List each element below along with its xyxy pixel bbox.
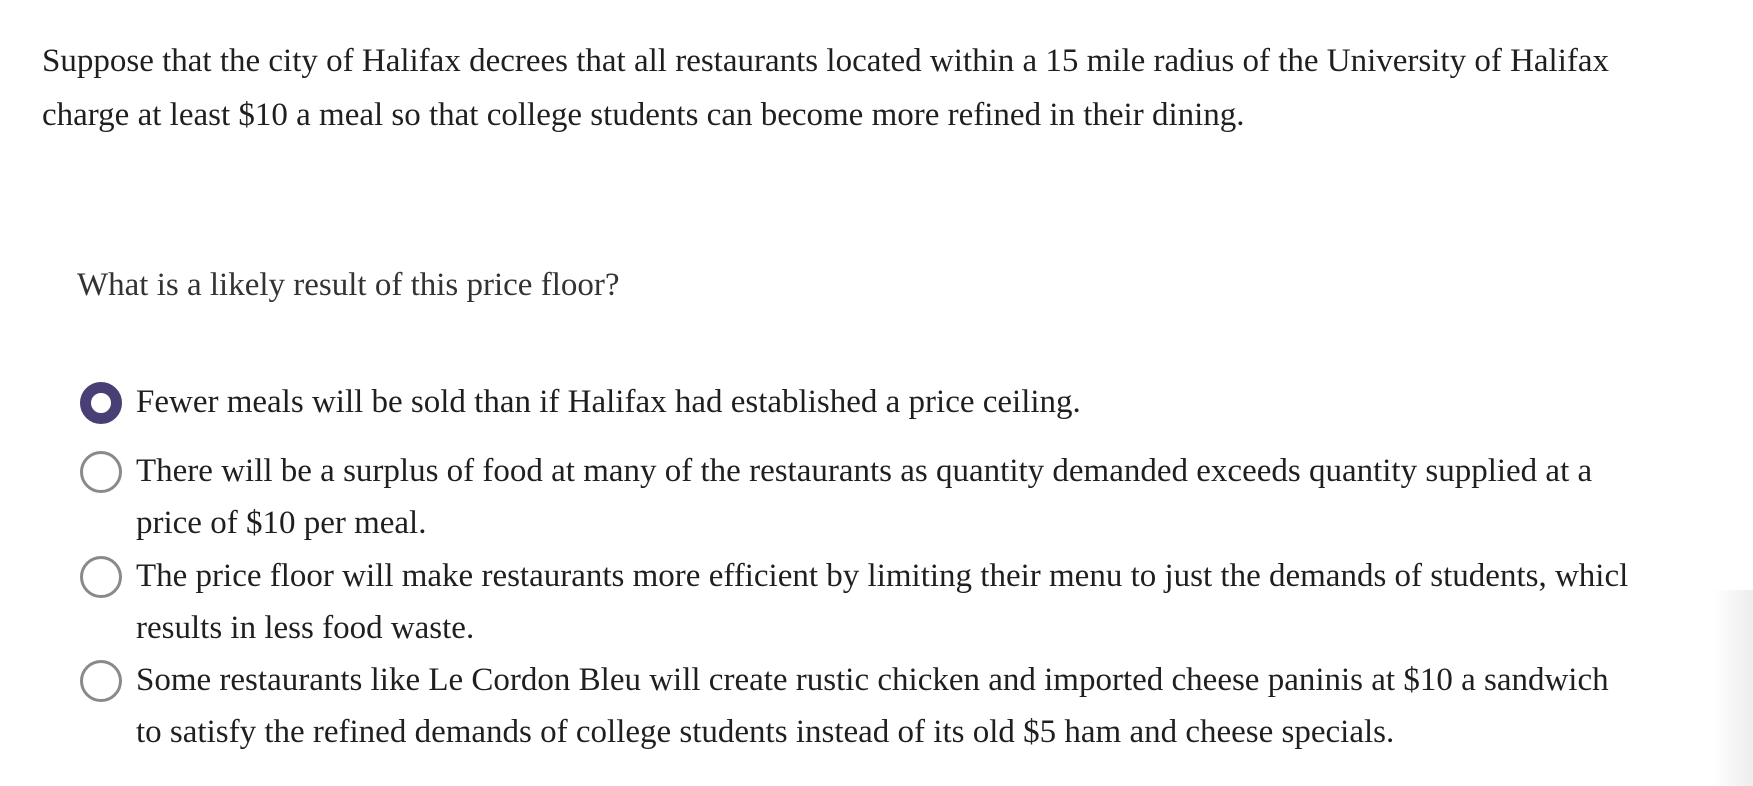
answer-option-1-line-1: Fewer meals will be sold than if Halifax had established a price ceiling.	[136, 384, 1081, 420]
answer-option-4-line-2: to satisfy the refined demands of college students instead of its old $5 ham and cheese specials.	[136, 714, 1395, 750]
answer-option-3-line-1: The price floor will make restaurants more efficient by limiting their menu to just the demands of students, whicl	[136, 558, 1629, 594]
radio-button[interactable]	[80, 556, 122, 598]
answer-option-4-text	[136, 654, 1609, 758]
answer-option-3-text	[136, 550, 1628, 654]
answer-option-2-text	[136, 445, 1592, 549]
question-prompt: What is a likely result of this price floor?	[77, 267, 620, 303]
answer-option-1-text	[136, 376, 1081, 428]
stem-line-1: Suppose that the city of Halifax decrees that all restaurants located within a 15 mile radius of the University of Halifax	[42, 43, 1610, 79]
radio-button[interactable]	[80, 660, 122, 702]
answer-option-3-line-2: results in less food waste.	[136, 610, 475, 646]
answer-option-4-line-1: Some restaurants like Le Cordon Bleu will create rustic chicken and imported cheese paninis at $10 a sandwich	[136, 662, 1609, 698]
radio-button-selected[interactable]	[80, 382, 122, 424]
stem-line-2: charge at least $10 a meal so that college students can become more refined in their dining.	[42, 97, 1245, 133]
answer-option-2-line-1: There will be a surplus of food at many of the restaurants as quantity demanded exceeds quantity supplied at a	[136, 453, 1593, 489]
answer-option-2-line-2: price of $10 per meal.	[136, 505, 427, 541]
radio-button[interactable]	[80, 451, 122, 493]
